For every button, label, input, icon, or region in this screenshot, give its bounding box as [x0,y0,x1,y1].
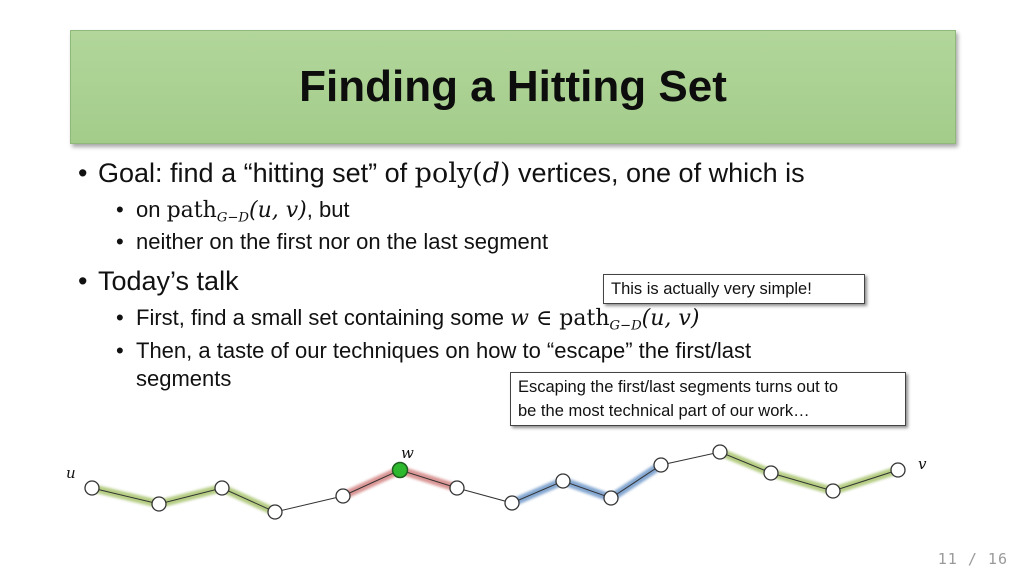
path-edges [92,452,898,512]
vertex [654,458,668,472]
math-poly: poly( [414,158,483,189]
blue-segment-highlight [512,465,661,503]
callout-text: This is actually very simple! [611,280,812,298]
vertex [713,445,727,459]
math-subscript: G−D [216,210,249,226]
bullet-text: Today’s talk [98,266,239,296]
subbullet-then [116,338,751,364]
callout-text: be the most technical part of our work… [518,402,810,420]
subbullet-on-path [116,197,350,226]
subbullet-then-continued [136,366,231,392]
math-paren: ) [499,158,511,189]
bullet-text: , but [306,197,350,222]
vertex [450,481,464,495]
callout-escaping [510,372,906,426]
bullet-todays-talk [78,266,239,297]
callout-text: Escaping the first/last segments turns out to [518,378,839,396]
bullet-dot: • [116,305,124,330]
math-subscript: G−D [609,318,642,334]
label-v: v [918,455,927,473]
bullet-dot: • [116,338,124,363]
bullet-text: neither on the first nor on the last segment [136,229,549,254]
path-vertices [85,445,905,519]
vertex [268,505,282,519]
title-banner [70,30,956,144]
bullet-text: vertices, one of which is [510,158,805,188]
math-args: (u, v) [248,198,307,223]
callout-simple [603,274,865,304]
vertex [604,491,618,505]
math-path: path [166,198,217,223]
slide-title: Finding a Hitting Set [299,62,727,111]
vertex-w-highlighted [393,463,408,478]
math-path: path [559,306,610,331]
vertex-u [85,481,99,495]
bullet-text: segments [136,366,232,391]
bullet-text: on [136,197,167,222]
label-u: u [66,464,76,482]
vertex [152,497,166,511]
vertex [215,481,229,495]
vertex [764,466,778,480]
subbullet-neither [116,229,548,255]
math-args: (u, v) [641,306,700,331]
vertex [556,474,570,488]
last-segment-highlight [720,452,898,491]
bullet-dot: • [78,266,88,296]
bullet-goal [78,158,805,189]
math-var-d: d [482,158,500,189]
subbullet-first [116,305,699,334]
page-number: 11 / 16 [937,550,1008,568]
label-w: w [401,444,414,462]
vertex [826,484,840,498]
segment-highlights [92,452,898,512]
vertex [336,489,350,503]
bullet-dot: • [78,158,88,188]
bullet-text: Goal: find a “hitting set” of [98,158,415,188]
bullet-dot: • [116,197,124,222]
vertex [505,496,519,510]
math-element-of: ∈ [529,306,560,331]
path-graph [0,430,1024,540]
bullet-text: First, find a small set containing some [136,305,511,330]
bullet-dot: • [116,229,124,254]
math-var-w: w [510,306,529,331]
bullet-text: Then, a taste of our techniques on how to “escape” the first/last [136,338,752,363]
vertex-v [891,463,905,477]
